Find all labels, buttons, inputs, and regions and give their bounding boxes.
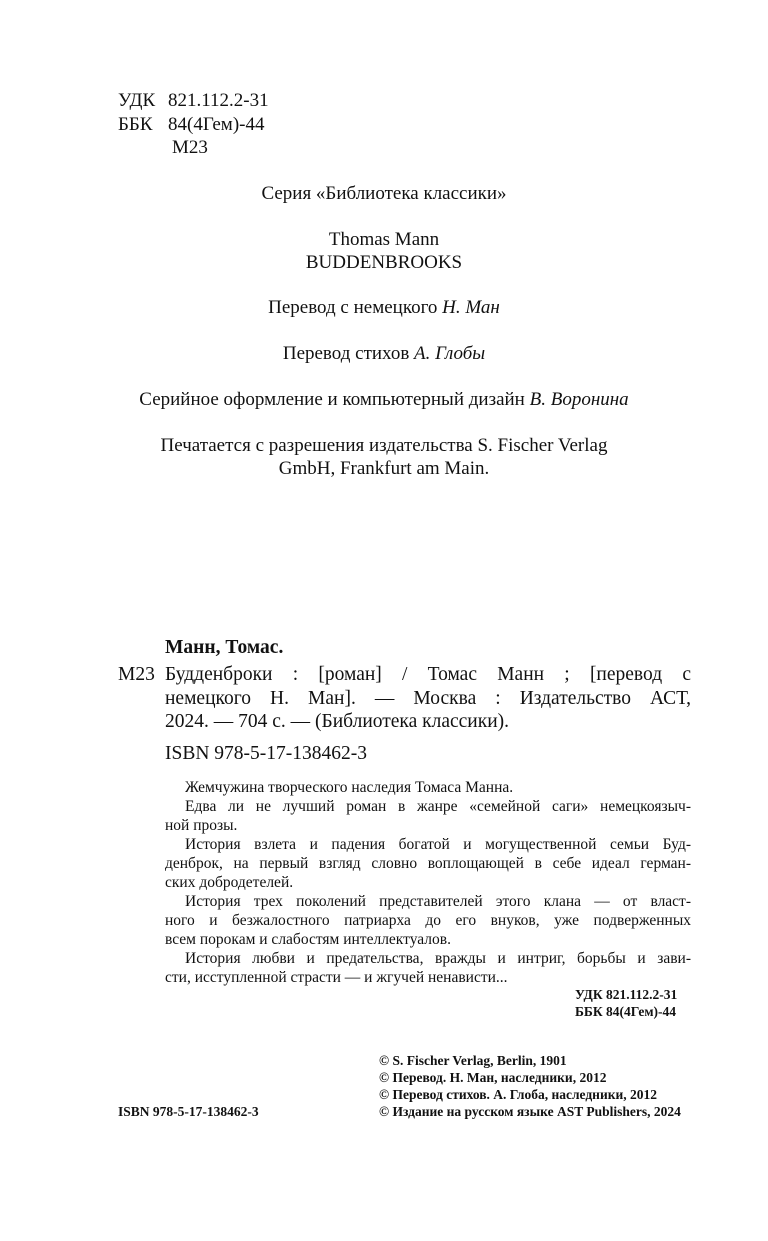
annotation-line: ного и безжалостного патриарха до его внуков, уже подверженных — [165, 912, 691, 929]
annotation-line: История взлета и падения богатой и могущественной семьи Буд- — [185, 836, 691, 853]
bbk-value: 84(4Гем)-44 — [168, 114, 265, 135]
author-mark: М23 — [172, 137, 208, 158]
design-prefix: Серийное оформление и компьютерный дизайн — [139, 389, 525, 410]
annotation-line: Жемчужина творческого наследия Томаса Манна. — [185, 779, 514, 796]
designer-name: В. Воронина — [529, 389, 629, 410]
original-author: Thomas Mann — [328, 229, 440, 250]
bbk-line — [118, 114, 264, 136]
catalog-desc-line-3: 2024. — 704 с. — (Библиотека классики). — [165, 711, 510, 732]
permission-line-1: Печатается с разрешения издательства S. Fischer Verlag — [160, 435, 608, 456]
udk-code-right: УДК 821.112.2-31 — [575, 987, 678, 1002]
bbk-label: ББК — [118, 114, 153, 135]
translation-prefix: Перевод с немецкого — [268, 297, 438, 318]
annotation-line: всем порокам и слабостям интеллектуалов. — [165, 931, 451, 948]
copyright-line: © S. Fischer Verlag, Berlin, 1901 — [379, 1053, 567, 1068]
copyright-line: © Перевод. Н. Ман, наследники, 2012 — [379, 1070, 607, 1085]
verse-credit — [0, 343, 768, 365]
bbk-code-right: ББК 84(4Гем)-44 — [575, 1004, 676, 1019]
annotation-line: ских добродетелей. — [165, 874, 294, 891]
bottom-isbn: ISBN 978-5-17-138462-3 — [118, 1104, 259, 1119]
annotation-line: Едва ли не лучший роман в жанре «семейной саги» немецкоязыч- — [185, 798, 691, 815]
series-line: Серия «Библиотека классики» — [261, 183, 507, 204]
catalog-heading: Манн, Томас. — [165, 637, 284, 658]
design-credit — [0, 389, 768, 411]
copyright-line: © Издание на русском языке AST Publishers, 2024 — [379, 1104, 681, 1119]
permission-line-2: GmbH, Frankfurt am Main. — [278, 458, 490, 479]
annotation-line: денброк, на первый взгляд словно воплощающей в себе идеал герман- — [165, 855, 691, 872]
annotation-line: История любви и предательства, вражды и интриг, борьбы и зави- — [185, 950, 691, 967]
translation-credit — [0, 297, 768, 319]
translator-name: Н. Ман — [442, 297, 500, 318]
annotation-line: История трех поколений представителей этого клана — от власт- — [185, 893, 691, 910]
udk-line — [118, 90, 269, 112]
verse-prefix: Перевод стихов — [282, 343, 410, 364]
catalog-isbn: ISBN 978-5-17-138462-3 — [165, 743, 368, 764]
verse-translator-name: А. Глобы — [414, 343, 486, 364]
annotation-line: ной прозы. — [165, 817, 238, 834]
annotation-line: сти, исступленной страсти — и жгучей ненависти... — [165, 969, 508, 986]
original-title: BUDDENBROOKS — [305, 252, 463, 273]
catalog-desc-line-1: Будденброки : [роман] / Томас Манн ; [перевод с — [165, 664, 691, 685]
udk-value: 821.112.2-31 — [168, 90, 269, 111]
udk-label: УДК — [118, 90, 156, 111]
catalog-desc-line-2: немецкого Н. Ман]. — Москва : Издательство АСТ, — [165, 688, 691, 709]
copyright-line: © Перевод стихов. А. Глоба, наследники, 2012 — [379, 1087, 658, 1102]
catalog-mark: М23 — [118, 664, 155, 685]
